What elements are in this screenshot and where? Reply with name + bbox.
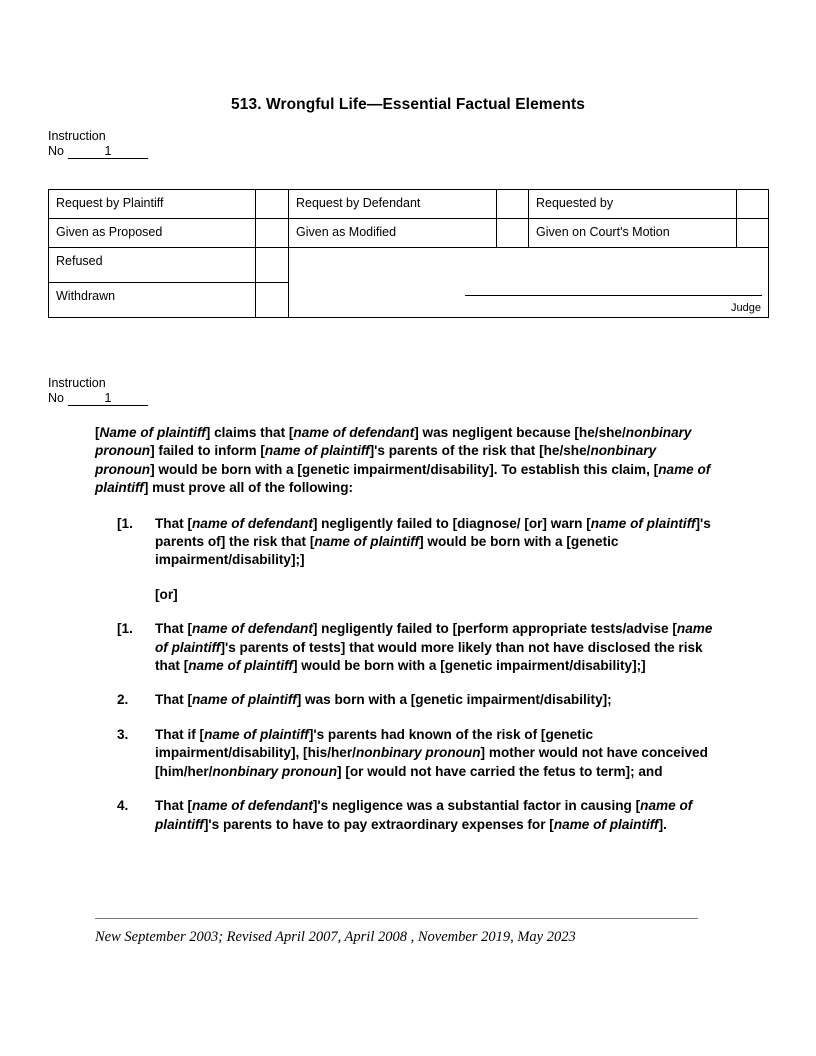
cell-withdrawn-label: Withdrawn xyxy=(49,283,256,318)
instruction-body xyxy=(95,424,713,850)
checkbox-given-as-proposed[interactable] xyxy=(256,219,289,248)
table-row xyxy=(49,219,769,248)
cell-requested-by-label: Requested by xyxy=(529,190,737,219)
list-item-text: That if [name of plaintiff]'s parents had known of the risk of [genetic impairment/disability], [his/her/nonbinary pronoun] mother would not have conceived [him/her/nonbinary pronoun] [or would not have carried the fetus to term]; and xyxy=(155,726,708,779)
list-item xyxy=(95,691,713,709)
checkbox-request-by-defendant[interactable] xyxy=(497,190,529,219)
instruction-no-field[interactable]: 1 xyxy=(68,391,148,406)
judge-signature-line[interactable] xyxy=(465,295,762,296)
checkbox-given-on-courts-motion[interactable] xyxy=(737,219,769,248)
checkbox-given-as-modified[interactable] xyxy=(497,219,529,248)
judge-signature-cell xyxy=(289,248,769,318)
page-title: 513. Wrongful Life—Essential Factual Elements xyxy=(231,96,585,113)
instruction-label-line1: Instruction xyxy=(48,376,106,390)
instruction-number-header-body xyxy=(48,376,148,406)
cell-refused-label: Refused xyxy=(49,248,256,283)
table-row xyxy=(49,190,769,219)
list-item-marker: [1. xyxy=(117,515,133,531)
list-item-text: That [name of defendant] negligently failed to [diagnose/ [or] warn [name of plaintiff]'s parents of] the risk that [name of plaintiff] would be born with a [genetic impairment/disability];] xyxy=(155,515,711,568)
cell-request-by-defendant-label: Request by Defendant xyxy=(289,190,497,219)
instruction-label-line1: Instruction xyxy=(48,129,106,143)
list-item-text: That [name of defendant]'s negligence was a substantial factor in causing [name of plaintiff]'s parents to have to pay extraordinary expenses for [name of plaintiff]. xyxy=(155,798,693,832)
list-item-marker: [1. xyxy=(117,621,133,637)
instruction-no-label: No xyxy=(48,391,64,405)
checkbox-refused[interactable] xyxy=(256,248,289,283)
cell-given-as-modified-label: Given as Modified xyxy=(289,219,497,248)
cell-given-as-proposed-label: Given as Proposed xyxy=(49,219,256,248)
list-item-text: That [name of plaintiff] was born with a [genetic impairment/disability]; xyxy=(155,692,612,708)
list-item xyxy=(95,620,713,675)
list-item xyxy=(95,726,713,781)
table-row xyxy=(49,248,769,283)
checkbox-requested-by[interactable] xyxy=(737,190,769,219)
list-item-marker: 4. xyxy=(117,798,129,814)
checkbox-request-by-plaintiff[interactable] xyxy=(256,190,289,219)
instruction-no-label: No xyxy=(48,144,64,158)
intro-paragraph: [Name of plaintiff] claims that [name of defendant] was negligent because [he/she/nonbinary pronoun] failed to inform [name of plaintiff]'s parents of the risk that [he/she/nonbinary pronoun] would be born with a [genetic impairment/disability]. To establish this claim, [name of plaintiff] must prove all of the following: xyxy=(95,425,711,496)
list-item-marker: 2. xyxy=(117,692,129,708)
or-separator: [or] xyxy=(155,586,178,602)
instruction-number-header-top xyxy=(48,129,148,159)
cell-given-on-courts-motion-label: Given on Court's Motion xyxy=(529,219,737,248)
list-item xyxy=(95,515,713,570)
list-item-marker: 3. xyxy=(117,726,129,742)
disposition-table xyxy=(48,189,769,318)
footer-divider xyxy=(95,918,698,919)
cell-request-by-plaintiff-label: Request by Plaintiff xyxy=(49,190,256,219)
checkbox-withdrawn[interactable] xyxy=(256,283,289,318)
list-item xyxy=(95,797,713,834)
revision-history: New September 2003; Revised April 2007, April 2008 , November 2019, May 2023 xyxy=(95,929,576,945)
list-item-text: That [name of defendant] negligently failed to [perform appropriate tests/advise [name of plaintiff]'s parents of tests] that would more likely than not have disclosed the risk that [name of plaintiff] would be born with a [genetic impairment/disability];] xyxy=(155,621,713,674)
instruction-no-field[interactable]: 1 xyxy=(68,144,148,159)
judge-signature-caption: Judge xyxy=(731,302,761,314)
